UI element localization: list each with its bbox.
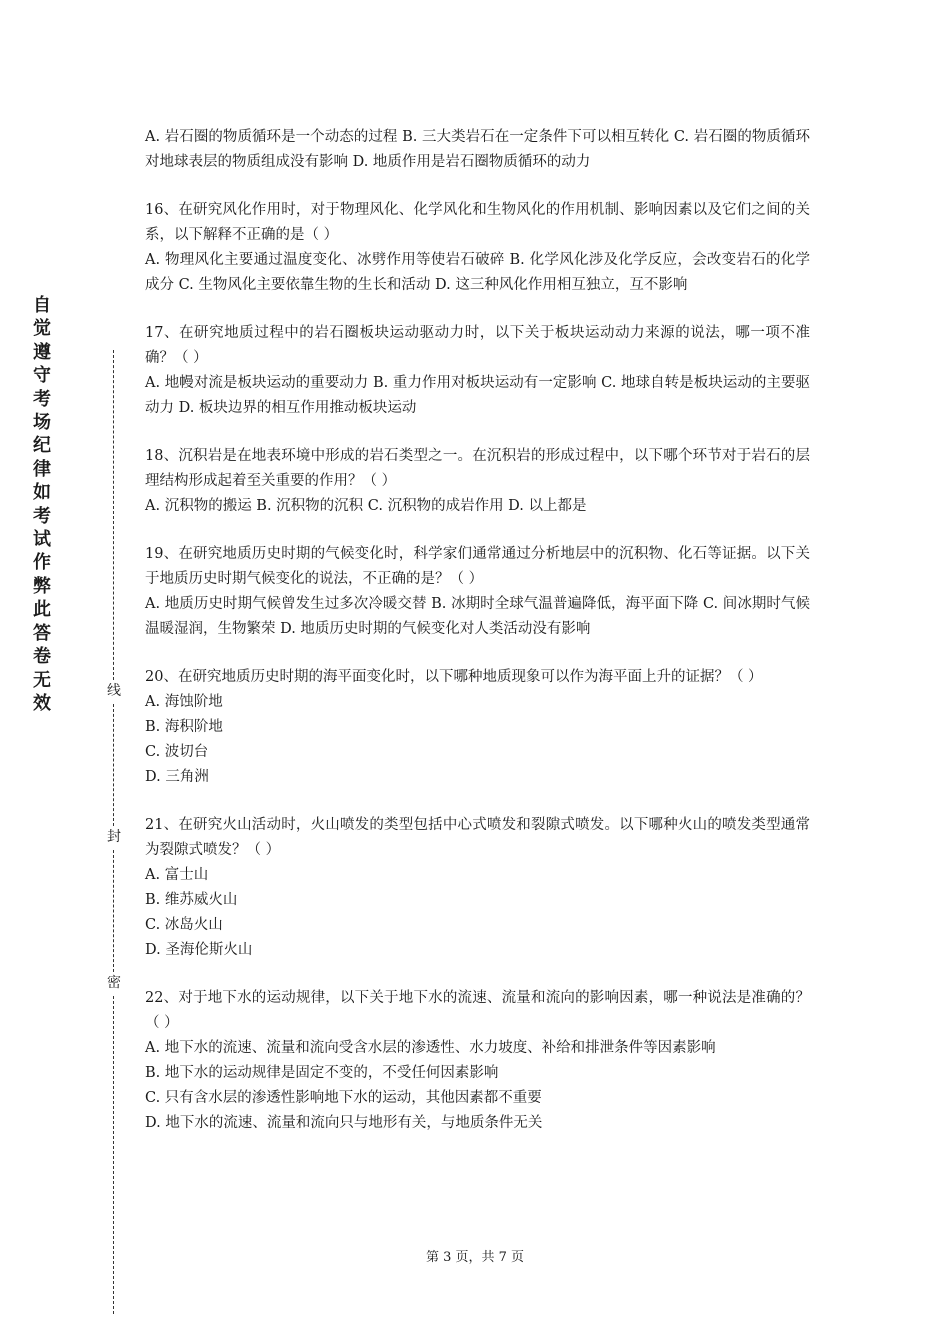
- option-c: C. 波切台: [145, 744, 209, 760]
- question-stem: 19、在研究地质历史时期的气候变化时，科学家们通常通过分析地层中的沉积物、化石等证据。以下关于地质历史时期气候变化的说法，不正确的是？（ ）: [145, 546, 810, 587]
- option-d: D. 地下水的流速、流量和流向只与地形有关，与地质条件无关: [145, 1115, 543, 1131]
- option-c: C. 冰岛火山: [145, 917, 223, 933]
- question-options-inline: A. 沉积物的搬运 B. 沉积物的沉积 C. 沉积物的成岩作用 D. 以上都是: [145, 498, 587, 514]
- binding-dashed-line: [113, 350, 114, 680]
- question-15-options: [145, 125, 810, 175]
- question-options-inline: A. 地质历史时期气候曾发生过多次冷暖交替 B. 冰期时全球气温普遍降低，海平面下降 C. 间冰期时气候温暖湿润，生物繁荣 D. 地质历史时期的气候变化对人类活动没有影响: [145, 596, 810, 637]
- exam-discipline-notice: 自觉遵守考场纪律如考试作弊此答卷无效: [33, 295, 51, 714]
- binding-label-seal: 封: [107, 829, 121, 845]
- option-b: B. 海积阶地: [145, 719, 223, 735]
- question-options-inline: A. 物理风化主要通过温度变化、冰劈作用等使岩石破碎 B. 化学风化涉及化学反应，会改变岩石的化学成分 C. 生物风化主要依靠生物的生长和活动 D. 这三种风化作用相互独立，互不影响: [145, 252, 810, 293]
- question-21: [145, 813, 810, 963]
- question-19: [145, 542, 810, 642]
- option-c: C. 只有含水层的渗透性影响地下水的运动，其他因素都不重要: [145, 1090, 542, 1106]
- option-d: D. 三角洲: [145, 769, 209, 785]
- page-number: 第 3 页，共 7 页: [425, 1250, 525, 1265]
- question-stem: 18、沉积岩是在地表环境中形成的岩石类型之一。在沉积岩的形成过程中，以下哪个环节对于岩石的层理结构形成起着至关重要的作用？（ ）: [145, 448, 810, 489]
- option-a: A. 富士山: [145, 867, 209, 883]
- question-options-inline: A. 岩石圈的物质循环是一个动态的过程 B. 三大类岩石在一定条件下可以相互转化 C. 岩石圈的物质循环对地球表层的物质组成没有影响 D. 地质作用是岩石圈物质循环的动力: [145, 129, 810, 170]
- option-d: D. 圣海伦斯火山: [145, 942, 253, 958]
- binding-label-line: 线: [107, 683, 121, 699]
- question-18: [145, 444, 810, 519]
- question-20: [145, 665, 810, 790]
- question-options-inline: A. 地幔对流是板块运动的重要动力 B. 重力作用对板块运动有一定影响 C. 地球自转是板块运动的主要驱动力 D. 板块边界的相互作用推动板块运动: [145, 375, 810, 416]
- question-22: [145, 986, 810, 1136]
- binding-dashed-line: [113, 996, 114, 1314]
- option-a: A. 海蚀阶地: [145, 694, 223, 710]
- question-stem: 17、在研究地质过程中的岩石圈板块运动驱动力时，以下关于板块运动动力来源的说法，哪一项不准确？（ ）: [145, 325, 810, 366]
- question-list: [145, 125, 810, 1159]
- question-17: [145, 321, 810, 421]
- binding-dashed-line: [113, 704, 114, 826]
- option-b: B. 维苏威火山: [145, 892, 238, 908]
- question-stem: 21、在研究火山活动时，火山喷发的类型包括中心式喷发和裂隙式喷发。以下哪种火山的喷发类型通常为裂隙式喷发？（ ）: [145, 817, 810, 858]
- binding-label-secret: 密: [107, 975, 121, 991]
- question-stem: 22、对于地下水的运动规律，以下关于地下水的流速、流量和流向的影响因素，哪一种说法是准确的？（ ）: [145, 990, 810, 1031]
- question-stem: 20、在研究地质历史时期的海平面变化时，以下哪种地质现象可以作为海平面上升的证据？（ ）: [145, 669, 763, 685]
- question-16: [145, 198, 810, 298]
- question-stem: 16、在研究风化作用时，对于物理风化、化学风化和生物风化的作用机制、影响因素以及它们之间的关系，以下解释不正确的是（ ）: [145, 202, 810, 243]
- option-a: A. 地下水的流速、流量和流向受含水层的渗透性、水力坡度、补给和排泄条件等因素影响: [145, 1040, 716, 1056]
- option-b: B. 地下水的运动规律是固定不变的，不受任何因素影响: [145, 1065, 499, 1081]
- binding-dashed-line: [113, 850, 114, 972]
